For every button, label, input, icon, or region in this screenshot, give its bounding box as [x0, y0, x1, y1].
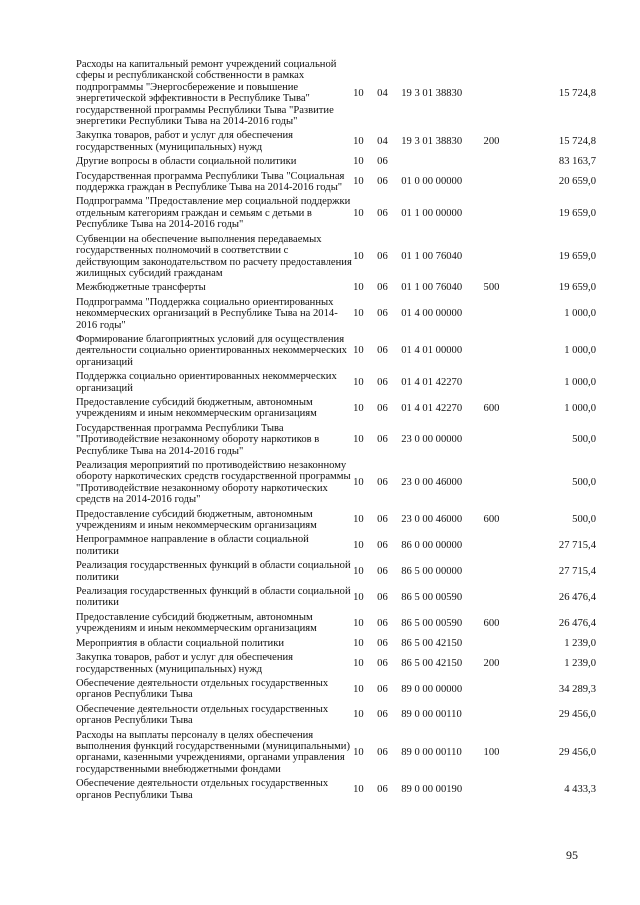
expense-type-cell: 200	[483, 136, 500, 148]
expense-type-cell: 500	[483, 282, 500, 294]
table-row	[76, 637, 596, 651]
expense-type-cell	[484, 155, 514, 169]
amount-cell: 1 239,0	[564, 637, 596, 649]
expense-type-cell: 600	[483, 617, 500, 629]
target-article-cell: 86 0 00 00000	[401, 540, 463, 552]
subsection-code-cell: 06	[377, 617, 388, 629]
amount-cell: 83 163,7	[558, 156, 596, 168]
section-code-cell: 10	[353, 746, 364, 758]
amount-cell: 27 715,4	[558, 565, 596, 577]
subsection-code-cell: 06	[377, 591, 388, 603]
section-code-cell: 10	[353, 783, 364, 795]
table-row	[76, 233, 596, 282]
table-row	[76, 559, 596, 585]
table-row	[76, 333, 596, 370]
section-code-cell: 10	[353, 87, 364, 99]
expense-name-cell: Субвенции на обеспечение выполнения передаваемых государственных полномочий в соответствии с действующим законодательством по расчету предоставления жилищных субсидий гражданам	[76, 233, 352, 279]
expense-name-cell: Предоставление субсидий бюджетным, автономным учреждениям и иным некоммерческим организациям	[76, 508, 317, 532]
subsection-code-cell: 06	[377, 540, 388, 552]
expense-type-cell: 600	[483, 402, 500, 414]
section-code-cell: 10	[353, 657, 364, 669]
expense-name-cell: Государственная программа Республики Тыва "Противодействие незаконному обороту наркотиков в Республике Тыва на 2014-2016 годы"	[76, 422, 320, 457]
target-article-cell: 01 1 00 00000	[401, 207, 463, 219]
expense-type-cell	[484, 370, 514, 396]
section-code-cell: 10	[353, 250, 364, 262]
section-code-cell: 10	[353, 514, 364, 526]
target-article-cell	[401, 155, 483, 169]
subsection-code-cell: 06	[377, 477, 388, 489]
table-row	[76, 396, 596, 422]
target-article-cell: 01 1 00 76040	[401, 282, 463, 294]
subsection-code-cell: 06	[377, 376, 388, 388]
expense-type-cell	[484, 677, 514, 703]
table-row	[76, 611, 596, 637]
amount-cell: 20 659,0	[558, 176, 596, 188]
expense-type-cell: 200	[483, 657, 500, 669]
expense-type-cell	[484, 703, 514, 729]
amount-cell: 19 659,0	[558, 282, 596, 294]
section-code-cell: 10	[353, 683, 364, 695]
subsection-code-cell: 06	[377, 176, 388, 188]
table-row	[76, 155, 596, 169]
expense-type-cell	[484, 233, 514, 282]
expense-type-cell	[484, 195, 514, 232]
section-code-cell: 10	[353, 282, 364, 294]
subsection-code-cell: 06	[377, 709, 388, 721]
budget-table-body	[76, 58, 596, 803]
expense-name-cell: Межбюджетные трансферты	[76, 282, 206, 294]
amount-cell: 1 000,0	[564, 402, 596, 414]
section-code-cell: 10	[353, 176, 364, 188]
subsection-code-cell: 06	[377, 683, 388, 695]
amount-cell: 500,0	[572, 514, 596, 526]
page-number: 95	[566, 848, 578, 862]
section-code-cell: 10	[353, 156, 364, 168]
section-code-cell: 10	[353, 540, 364, 552]
amount-cell: 29 456,0	[558, 746, 596, 758]
expense-type-cell	[484, 459, 514, 508]
expense-type-cell	[484, 333, 514, 370]
table-row	[76, 585, 596, 611]
target-article-cell: 89 0 00 00190	[401, 783, 463, 795]
expense-name-cell: Реализация государственных функций в области социальной политики	[76, 560, 351, 583]
target-article-cell: 01 0 00 00000	[401, 176, 463, 188]
expense-type-cell: 100	[483, 746, 500, 758]
expense-type-cell	[484, 559, 514, 585]
table-row	[76, 459, 596, 508]
target-article-cell: 86 5 00 00590	[401, 591, 463, 603]
expense-type-cell	[484, 585, 514, 611]
table-row	[76, 533, 596, 559]
table-row	[76, 170, 596, 196]
target-article-cell: 01 4 01 42270	[401, 376, 463, 388]
section-code-cell: 10	[353, 434, 364, 446]
section-code-cell: 10	[353, 617, 364, 629]
expense-name-cell: Закупка товаров, работ и услуг для обеспечения государственных (муниципальных) нужд	[76, 652, 294, 675]
amount-cell: 19 659,0	[558, 250, 596, 262]
section-code-cell: 10	[353, 477, 364, 489]
target-article-cell: 86 5 00 42150	[401, 637, 463, 649]
table-row	[76, 129, 596, 155]
expense-name-cell: Обеспечение деятельности отдельных государственных органов Республики Тыва	[76, 677, 329, 701]
expense-name-cell: Поддержка социально ориентированных некоммерческих организаций	[76, 371, 337, 394]
target-article-cell: 86 5 00 00000	[401, 565, 463, 577]
expense-name-cell: Предоставление субсидий бюджетным, автономным учреждениям и иным некоммерческим организациям	[76, 611, 317, 635]
table-row	[76, 729, 596, 778]
amount-cell: 29 456,0	[558, 709, 596, 721]
table-row	[76, 651, 596, 677]
table-row	[76, 777, 596, 803]
table-row	[76, 296, 596, 333]
table-row	[76, 281, 596, 295]
expense-name-cell: Мероприятия в области социальной политики	[76, 637, 285, 649]
subsection-code-cell: 06	[377, 514, 388, 526]
subsection-code-cell: 06	[377, 565, 388, 577]
expense-type-cell	[484, 637, 514, 651]
table-row	[76, 508, 596, 534]
target-article-cell: 01 4 00 00000	[401, 308, 463, 320]
subsection-code-cell: 06	[377, 282, 388, 294]
subsection-code-cell: 06	[377, 207, 388, 219]
subsection-code-cell: 06	[377, 308, 388, 320]
section-code-cell: 10	[353, 591, 364, 603]
target-article-cell: 01 4 01 42270	[401, 402, 463, 414]
subsection-code-cell: 06	[377, 637, 388, 649]
target-article-cell: 89 0 00 00000	[401, 683, 463, 695]
target-article-cell: 86 5 00 42150	[401, 657, 463, 669]
expense-name-cell: Формирование благоприятных условий для осуществления деятельности социально ориентированных некоммерческих организаций	[76, 333, 347, 368]
amount-cell: 1 239,0	[564, 657, 596, 669]
subsection-code-cell: 04	[377, 136, 388, 148]
subsection-code-cell: 06	[377, 250, 388, 262]
target-article-cell: 01 1 00 76040	[401, 250, 463, 262]
expense-name-cell: Обеспечение деятельности отдельных государственных органов Республики Тыва	[76, 703, 329, 727]
subsection-code-cell: 04	[377, 87, 388, 99]
expense-type-cell	[484, 296, 514, 333]
target-article-cell: 86 5 00 00590	[401, 617, 463, 629]
expense-name-cell: Непрограммное направление в области социальной политики	[76, 534, 309, 557]
section-code-cell: 10	[353, 308, 364, 320]
expense-name-cell: Другие вопросы в области социальной политики	[76, 156, 297, 168]
subsection-code-cell: 06	[377, 746, 388, 758]
subsection-code-cell: 06	[377, 657, 388, 669]
table-row	[76, 58, 596, 129]
table-row	[76, 370, 596, 396]
section-code-cell: 10	[353, 345, 364, 357]
expense-name-cell: Обеспечение деятельности отдельных государственных органов Республики Тыва	[76, 778, 329, 801]
amount-cell: 19 659,0	[558, 207, 596, 219]
target-article-cell: 19 3 01 38830	[401, 136, 463, 148]
section-code-cell: 10	[353, 207, 364, 219]
expense-name-cell: Подпрограмма "Поддержка социально ориентированных некоммерческих организаций в Республике Тыва на 2014-2016 годы"	[76, 296, 338, 331]
amount-cell: 4 433,3	[564, 783, 596, 795]
amount-cell: 27 715,4	[558, 540, 596, 552]
section-code-cell: 10	[353, 376, 364, 388]
target-article-cell: 23 0 00 46000	[401, 514, 463, 526]
amount-cell: 1 000,0	[564, 345, 596, 357]
target-article-cell: 89 0 00 00110	[401, 709, 462, 721]
expense-name-cell: Подпрограмма "Предоставление мер социальной поддержки отдельным категориям граждан и семьям с детьми в Республике Тыва на 2014-2016 годы"	[76, 196, 351, 231]
expense-name-cell: Расходы на капитальный ремонт учреждений социальной сферы и республиканской собственности в рамках подпрограммы "Энергосбережение и повышение энергетической эффективности в Республике Тыва" государственной программы Республики Тыва "Развитие энергетики Республики Тыва на 2014-2016 годы"	[76, 59, 337, 128]
expense-type-cell	[484, 422, 514, 459]
expense-type-cell	[484, 777, 514, 803]
section-code-cell: 10	[353, 565, 364, 577]
target-article-cell: 19 3 01 38830	[401, 87, 463, 99]
section-code-cell: 10	[353, 136, 364, 148]
expense-name-cell: Реализация государственных функций в области социальной политики	[76, 586, 351, 609]
amount-cell: 15 724,8	[558, 136, 596, 148]
target-article-cell: 23 0 00 46000	[401, 477, 463, 489]
expense-type-cell: 600	[483, 514, 500, 526]
table-row	[76, 195, 596, 232]
amount-cell: 1 000,0	[564, 308, 596, 320]
expense-name-cell: Предоставление субсидий бюджетным, автономным учреждениям и иным некоммерческим организациям	[76, 396, 317, 420]
section-code-cell: 10	[353, 637, 364, 649]
amount-cell: 34 289,3	[558, 683, 596, 695]
target-article-cell: 89 0 00 00110	[401, 746, 462, 758]
table-row	[76, 703, 596, 729]
expense-name-cell: Государственная программа Республики Тыва "Социальная поддержка граждан в Республике Тыва на 2014-2016 годы"	[76, 170, 345, 194]
expense-name-cell: Расходы на выплаты персоналу в целях обеспечения выполнения функций государственными (муниципальными) органами, казенными учреждениями, органами управления государственными внебюджетными фондами	[76, 729, 350, 775]
expense-type-cell	[484, 533, 514, 559]
amount-cell: 500,0	[572, 477, 596, 489]
section-code-cell: 10	[353, 709, 364, 721]
subsection-code-cell: 06	[377, 402, 388, 414]
section-code-cell: 10	[353, 402, 364, 414]
table-row	[76, 422, 596, 459]
amount-cell: 15 724,8	[558, 87, 596, 99]
subsection-code-cell: 06	[377, 156, 388, 168]
expense-type-cell	[484, 58, 514, 129]
amount-cell: 1 000,0	[564, 376, 596, 388]
target-article-cell: 23 0 00 00000	[401, 434, 463, 446]
expense-name-cell: Закупка товаров, работ и услуг для обеспечения государственных (муниципальных) нужд	[76, 130, 294, 153]
amount-cell: 26 476,4	[558, 591, 596, 603]
table-row	[76, 677, 596, 703]
budget-table	[76, 58, 596, 803]
expense-name-cell: Реализация мероприятий по противодействию незаконному обороту наркотических средств государственной программы "Противодействие незаконному обороту наркотических средств на 2014-2016 годы"	[76, 460, 351, 506]
amount-cell: 500,0	[572, 434, 596, 446]
subsection-code-cell: 06	[377, 345, 388, 357]
amount-cell: 26 476,4	[558, 617, 596, 629]
expense-type-cell	[484, 170, 514, 196]
subsection-code-cell: 06	[377, 783, 388, 795]
subsection-code-cell: 06	[377, 434, 388, 446]
target-article-cell: 01 4 01 00000	[401, 345, 463, 357]
